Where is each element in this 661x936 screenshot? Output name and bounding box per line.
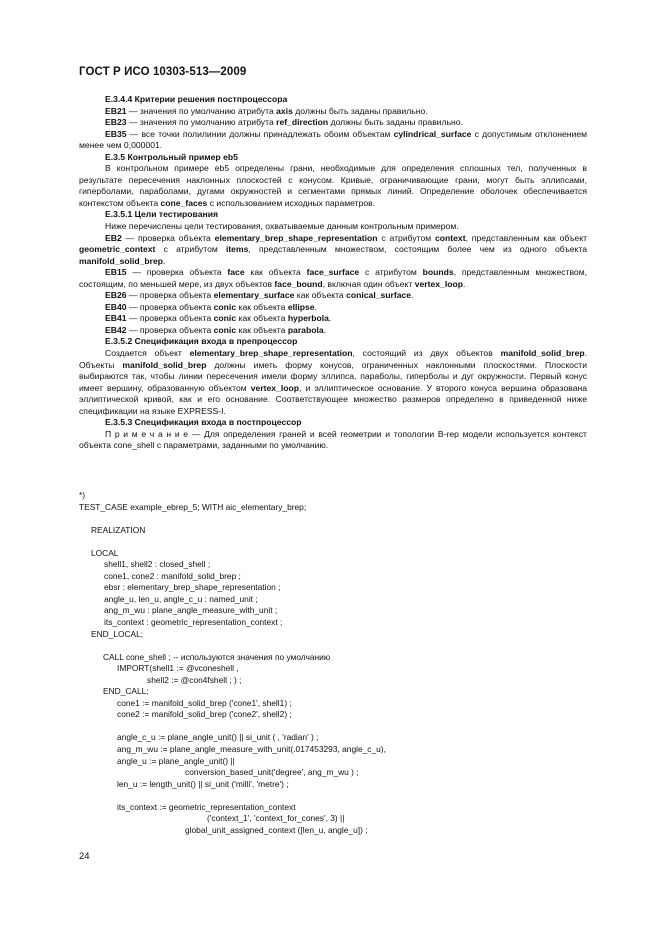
term: conic [213, 324, 237, 335]
term: conic [213, 313, 237, 324]
code-line: shell1, shell2 : closed_shell ; [104, 559, 211, 570]
text-run: — проверка объекта [126, 290, 214, 301]
term: face_surface [306, 267, 360, 278]
text-run: Создается объект [105, 348, 190, 359]
code-line [79, 721, 599, 733]
text-run: — проверка объекта [121, 232, 215, 243]
term: elementary_surface [213, 290, 295, 301]
code-line: END_LOCAL; [91, 628, 144, 639]
code-line: END_CALL; [103, 686, 149, 697]
code-line [79, 513, 599, 525]
text-run: — проверка объекта [126, 324, 214, 335]
code-line: angle_u := plane_angle_unit() || [117, 755, 235, 766]
term: cone_faces [160, 197, 208, 208]
term: conical_surface [346, 290, 412, 301]
code-line: angle_u, len_u, angle_c_u : named_unit ; [104, 593, 258, 604]
term: EB21 [105, 105, 127, 116]
term: EB41 [105, 313, 127, 324]
term: face [227, 267, 245, 278]
term: EB15 [105, 267, 127, 278]
text-run: В контрольном примере eb5 определены грани, необходимые для определения сплошных тел, полученных в результате пересечения наклонных плоскостей с конусом. Кривые, ограничивающие грани, могут быть эллипсами, гиперболами, параболами, дугами окружностей и сегментами прямых линий. Определение оболочек обеспечивается контекстом объекта [79, 163, 587, 208]
code-line: *) [79, 490, 86, 500]
text-run: . [411, 290, 414, 301]
text-run: П р и м е ч а н и е [105, 428, 189, 439]
section-heading: E.3.5.2 Спецификация входа в препроцессор [105, 336, 298, 347]
term: elementary_brep_shape_representation [189, 348, 353, 359]
section-heading: E.3.4.4 Критерии решения постпроцессора [105, 94, 288, 104]
code-line: its_context : geometric_representation_context ; [104, 617, 283, 628]
term: vertex_loop [250, 382, 300, 393]
code-line [79, 640, 599, 652]
code-line: conversion_based_unit('degree', ang_m_wu ) ; [185, 767, 359, 778]
section-heading: E.3.5.3 Спецификация входа в постпроцессор [105, 417, 302, 428]
text-run: , включая один объект [322, 278, 415, 289]
document-body [79, 94, 587, 452]
text-run: . [462, 278, 466, 289]
text-run: . [163, 255, 166, 266]
term: conic [213, 301, 237, 312]
term: EB26 [105, 290, 127, 301]
text-run: , представленным множеством, состоящим более чем из одного объекта [248, 244, 587, 255]
code-line: CALL cone_shell ; -- используются значения по умолчанию [103, 651, 331, 662]
term: ref_direction [276, 117, 329, 128]
term: manifold_solid_brep [79, 255, 164, 266]
code-line: ang_m_wu := plane_angle_measure_with_unit(.017453293, angle_c_u), [117, 744, 386, 755]
code-line: shell2 := @con4fshell ; ) ; [147, 674, 242, 685]
term: axis [276, 105, 293, 116]
code-line: cone1, cone2 : manifold_solid_brep ; [104, 570, 241, 581]
code-line [79, 790, 599, 802]
body-paragraph [79, 313, 587, 325]
text-run: с допустимым отклонением менее чем 0,000001. [79, 128, 588, 151]
code-line [79, 536, 599, 548]
text-run: , представленным множеством, состоящим, по меньшей мере, из двух объектов [79, 267, 588, 289]
text-run: — Для определения граней и всей геометрии и топологии B-rep модели используется контекст объекта [79, 428, 587, 451]
term: face_bound [274, 278, 323, 289]
term: geometric_context [79, 244, 156, 255]
code-line: ebsr : elementary_brep_shape_representation ; [104, 582, 281, 593]
body-paragraph [79, 129, 587, 152]
term: parabola [287, 324, 324, 335]
term: bounds [422, 267, 454, 278]
text-run: с атрибутом [155, 244, 226, 255]
text-run: с атрибутом [377, 232, 436, 243]
body-paragraph [79, 302, 587, 314]
text-run: , представленным как объект [465, 232, 588, 243]
text-run: как объекта [244, 267, 307, 278]
text-run: — проверка объекта [126, 301, 214, 312]
body-paragraph [79, 348, 587, 417]
term: EB40 [105, 301, 127, 312]
term: hyperbola [287, 313, 329, 324]
text-run: Ниже перечислены цели тестирования, охватываемые данным контрольным примером. [105, 221, 459, 232]
section-heading: E.3.5 Контрольный пример eb5 [105, 151, 238, 162]
text-run: — значения по умолчанию атрибута [126, 117, 277, 128]
body-paragraph [79, 163, 587, 209]
text-run: с использованием исходных параметров. [207, 197, 376, 208]
term: vertex_loop [414, 278, 463, 289]
body-paragraph [79, 221, 587, 233]
text-run: как объекта [294, 290, 347, 301]
code-line: ('context_1', 'context_for_cones', 3) || [207, 813, 345, 824]
code-line: IMPORT(shell1 := @vconeshell , [117, 663, 239, 674]
text-run: . [328, 313, 332, 324]
code-line: cone1 := manifold_solid_brep ('cone1', shell1) ; [117, 697, 292, 708]
code-line: its_context := geometric_representation_context [117, 801, 296, 812]
term: elementary_brep_shape_representation [214, 232, 378, 243]
term: cylindrical_surface [393, 128, 472, 139]
term: context [435, 232, 466, 243]
text-run: . Объекты [79, 348, 587, 370]
term: manifold_solid_brep [500, 348, 585, 359]
text-run: с параметрами, заданными по умолчанию. [154, 440, 329, 451]
code-line: REALIZATION [91, 524, 146, 535]
term: EB42 [105, 324, 127, 335]
term: ellipse [287, 301, 315, 312]
body-paragraph [79, 117, 587, 129]
text-run: — проверка объекта [126, 313, 214, 324]
text-run: с атрибутом [359, 267, 423, 278]
code-line: TEST_CASE example_ebrep_5; WITH aic_elementary_brep; [79, 501, 307, 512]
text-run: . [314, 301, 317, 312]
term: EB35 [105, 128, 127, 139]
term: EB23 [105, 117, 127, 128]
term: manifold_solid_brep [122, 359, 207, 370]
body-paragraph [79, 267, 587, 290]
code-block [79, 490, 599, 836]
text-run: как объекта [236, 324, 288, 335]
body-paragraph [79, 429, 587, 452]
text-run: cone_shell [113, 440, 155, 451]
text-run: должны быть заданы правильно. [292, 105, 428, 116]
page-number: 24 [79, 851, 90, 862]
text-run: , и эллиптическое основание. У второго конуса вершина образована эллиптической кривой, как и его основание. Соответствующее множество размеров определено в приведенной ниже спецификации на языке EXPRESS-I. [79, 382, 587, 416]
code-line: global_unit_assigned_context ([len_u, angle_u]) ; [185, 824, 368, 835]
text-run: . [323, 324, 327, 335]
code-line: ang_m_wu : plane_angle_measure_with_unit ; [104, 605, 278, 616]
body-paragraph [79, 325, 587, 337]
body-paragraph [79, 290, 587, 302]
body-paragraph [79, 233, 587, 268]
section-heading: E.3.5.1 Цели тестирования [105, 209, 218, 220]
text-run: должны иметь форму конусов, ограниченных наклонными плоскостями. Плоскости выбираются так, чтобы линии пересечения имели форму эллипса, параболы, гиперболы и дуг окружности. Первый конус имеет вершину, образованную объектом [79, 359, 587, 393]
body-paragraph [79, 106, 587, 118]
text-run: — все точки полилинии должны принадлежать обоим объектам [126, 128, 394, 139]
code-line: len_u := length_unit() || si_unit ('milli', 'metre') ; [117, 778, 289, 789]
text-run: должны быть заданы правильно. [328, 117, 463, 128]
text-run: — значения по умолчанию атрибута [126, 105, 277, 116]
term: EB2 [105, 232, 122, 243]
code-line: cone2 := manifold_solid_brep ('cone2', shell2) ; [117, 709, 292, 720]
page-header: ГОСТ Р ИСО 10303-513—2009 [79, 66, 247, 78]
text-run: как объекта [236, 301, 288, 312]
term: items [225, 244, 249, 255]
text-run: как объекта [236, 313, 288, 324]
text-run: — проверка объекта [126, 267, 228, 278]
text-run: , состоящий из двух объектов [352, 348, 501, 359]
code-line: LOCAL [91, 547, 119, 558]
code-line: angle_c_u := plane_angle_unit() || si_unit ( , 'radian' ) ; [117, 732, 319, 743]
